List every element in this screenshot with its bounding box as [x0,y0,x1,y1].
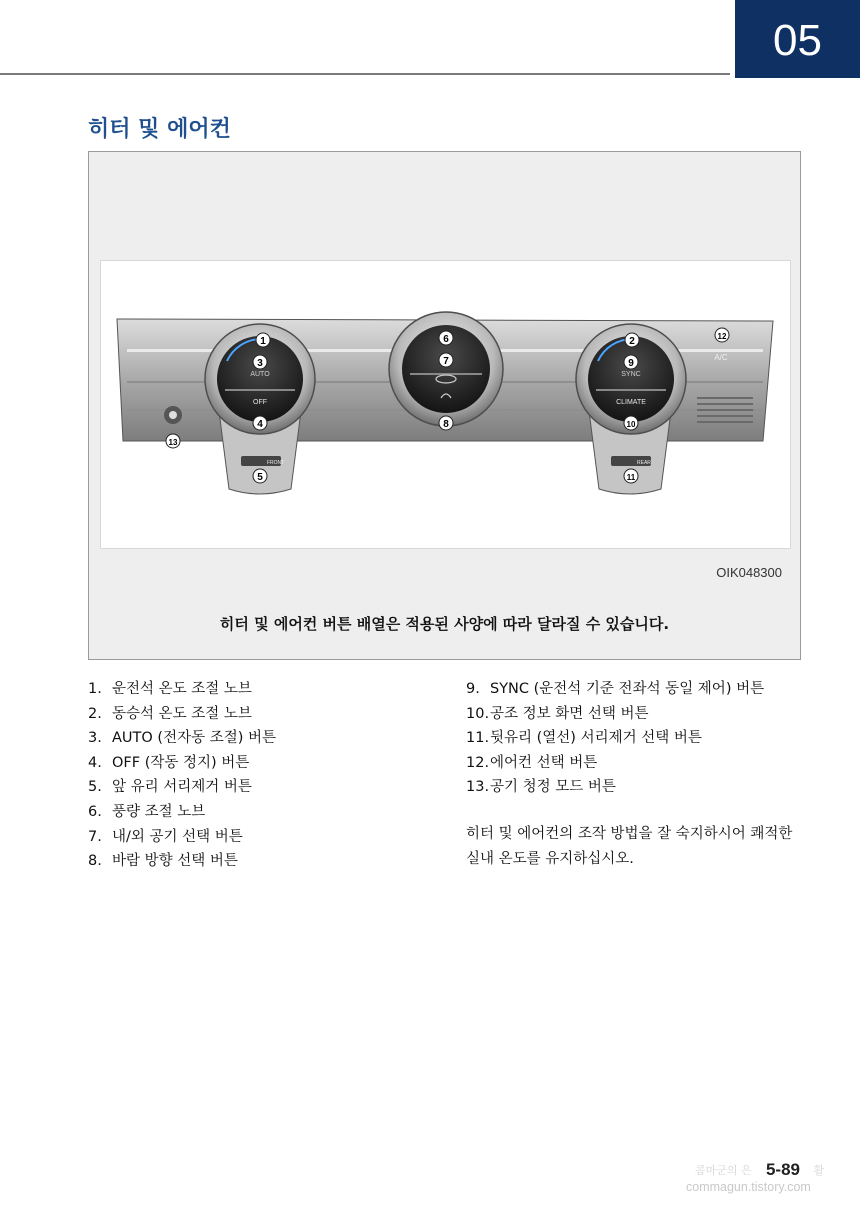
list-item: 13.공기 청정 모드 버튼 [466,779,616,796]
list-item: 8. 바람 방향 선택 버튼 [88,853,238,870]
marker-4: 4 [257,419,263,430]
figure-caption: 히터 및 에어컨 버튼 배열은 적용된 사양에 따라 달라질 수 있습니다. [219,615,670,633]
list-item: 7. 내/외 공기 선택 버튼 [88,828,243,845]
marker-5: 5 [257,472,263,483]
button-list-right [466,677,764,800]
climate-panel-photo [100,260,791,549]
list-item: 5. 앞 유리 서리제거 버튼 [88,779,252,796]
off-label: OFF [253,399,267,406]
marker-2: 2 [629,336,635,347]
marker-13: 13 [168,438,178,447]
marker-3: 3 [257,358,263,369]
marker-10: 10 [626,420,636,429]
auto-label: AUTO [250,371,270,378]
list-item: 3. AUTO (전자동 조절) 버튼 [88,730,276,747]
marker-7: 7 [443,356,449,367]
list-item: 2. 동승석 온도 조절 노브 [88,705,252,722]
list-item: 11.뒷유리 (열선) 서리제거 선택 버튼 [466,730,702,747]
section-title: 히터 및 에어컨 [88,117,231,142]
marker-1: 1 [260,336,266,347]
figure-box [88,151,801,660]
watermark-url: commagun.tistory.com [686,1180,811,1194]
rear-defrost-label: REAR [637,460,651,466]
marker-6: 6 [443,334,449,345]
ac-label: A/C [714,353,728,362]
watermark-blog-name: 콤마군의 은 활 [695,1164,825,1177]
climate-label: CLIMATE [616,399,646,406]
header-rule [0,73,730,75]
figure-code: OIK048300 [716,565,782,580]
marker-9: 9 [628,358,634,369]
chapter-number: 05 [773,16,822,65]
chapter-tab [735,0,860,78]
button-list-left [88,677,276,874]
list-item: 10.공조 정보 화면 선택 버튼 [466,705,649,722]
list-item: 9. SYNC (운전석 기준 전좌석 동일 제어) 버튼 [466,681,765,697]
marker-12: 12 [717,332,727,341]
front-defrost-label: FRONT [267,460,285,466]
marker-11: 11 [626,473,636,482]
climate-control-panel-illustration [101,261,790,548]
list-item: 6. 풍량 조절 노브 [88,803,206,820]
list-item: 12.에어컨 선택 버튼 [466,754,598,771]
marker-8: 8 [443,419,449,430]
page-number: 5-89 [765,1160,800,1179]
usage-note: 히터 및 에어컨의 조작 방법을 잘 숙지하시어 쾌적한 실내 온도를 유지하십시오. [466,826,793,867]
list-item: 1. 운전석 온도 조절 노브 [88,681,252,697]
list-item: 4. OFF (작동 정지) 버튼 [88,754,250,771]
sync-label: SYNC [621,371,641,378]
